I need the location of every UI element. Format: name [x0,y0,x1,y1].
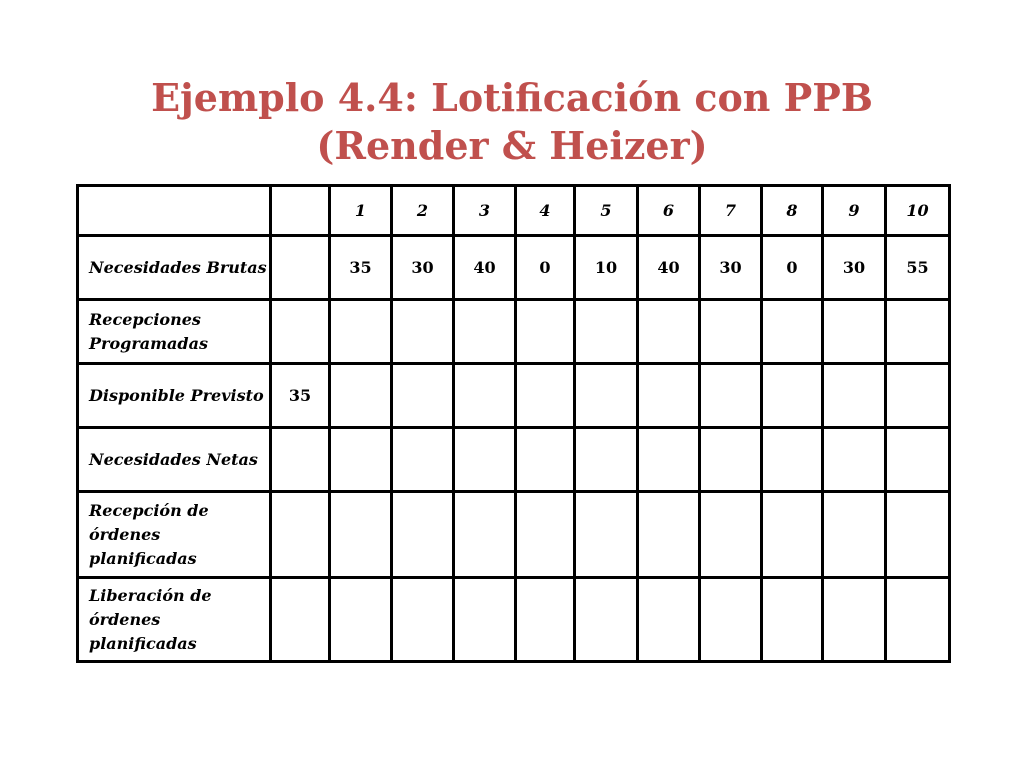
period-header: 6 [638,186,700,236]
table-cell [700,492,762,578]
row-label: Necesidades Brutas [78,236,271,300]
table-cell [700,428,762,492]
table-cell [454,428,516,492]
table-cell [823,492,886,578]
table-cell [700,300,762,364]
row-label: Recepción de órdenes planificadas [78,492,271,578]
table-cell [330,364,392,428]
table-cell [823,578,886,662]
table-cell [392,428,454,492]
table-cell [886,364,950,428]
table-cell [823,428,886,492]
table-cell [454,492,516,578]
table-cell: 0 [762,236,823,300]
table-row-necesidades-netas [78,428,950,492]
initial-cell [271,300,330,364]
table-cell: 40 [638,236,700,300]
period-header: 10 [886,186,950,236]
row-label: Liberación de órdenes planificadas [78,578,271,662]
row-label: Necesidades Netas [78,428,271,492]
table-cell [330,492,392,578]
period-header: 3 [454,186,516,236]
table-cell [700,578,762,662]
table-row-recepcion-ordenes [78,492,950,578]
title-line-2: (Render & Heizer) [316,123,708,168]
initial-cell [271,428,330,492]
period-header: 5 [575,186,638,236]
table-cell: 30 [392,236,454,300]
table-cell [638,300,700,364]
table-cell: 55 [886,236,950,300]
table-row-disponible-previsto [78,364,950,428]
period-header: 7 [700,186,762,236]
table-row-necesidades-brutas [78,236,950,300]
period-header: 8 [762,186,823,236]
table-cell [638,492,700,578]
table-cell [454,578,516,662]
table-row-liberacion-ordenes [78,578,950,662]
initial-cell [271,492,330,578]
table-cell [762,578,823,662]
table-cell [762,428,823,492]
table-cell [330,428,392,492]
initial-cell [271,578,330,662]
table-cell [330,578,392,662]
table-cell [823,300,886,364]
table-cell [886,300,950,364]
table-cell [638,364,700,428]
table-cell [762,364,823,428]
table-cell [762,492,823,578]
table-cell [392,300,454,364]
table-cell [638,428,700,492]
table-cell [575,364,638,428]
table-cell [823,364,886,428]
row-label: Disponible Previsto [78,364,271,428]
table-cell [330,300,392,364]
initial-cell: 35 [271,364,330,428]
title-line-1: Ejemplo 4.4: Lotificación con PPB [151,75,873,120]
table-cell: 0 [516,236,575,300]
table-cell [392,578,454,662]
table-cell: 40 [454,236,516,300]
mrp-table [76,184,951,663]
table-cell [516,578,575,662]
table-cell [516,492,575,578]
initial-cell [271,236,330,300]
table-cell [886,578,950,662]
row-label: Recepciones Programadas [78,300,271,364]
table-cell [886,428,950,492]
table-cell [516,364,575,428]
table-cell [454,364,516,428]
table-cell [762,300,823,364]
table-row-recepciones-programadas [78,300,950,364]
table-cell [575,492,638,578]
header-row [78,186,950,236]
period-header: 4 [516,186,575,236]
table-cell [392,364,454,428]
table-cell [454,300,516,364]
table-cell: 30 [700,236,762,300]
table-cell [516,300,575,364]
table-cell [575,578,638,662]
table-cell [575,300,638,364]
table-cell: 10 [575,236,638,300]
table-cell: 30 [823,236,886,300]
table-cell: 35 [330,236,392,300]
table-cell [392,492,454,578]
period-header: 9 [823,186,886,236]
table-cell [516,428,575,492]
table-cell [638,578,700,662]
table-cell [886,492,950,578]
corner-cell [78,186,271,236]
slide-title [0,74,1024,170]
initial-header-cell [271,186,330,236]
period-header: 2 [392,186,454,236]
table-cell [700,364,762,428]
period-header: 1 [330,186,392,236]
table-cell [575,428,638,492]
